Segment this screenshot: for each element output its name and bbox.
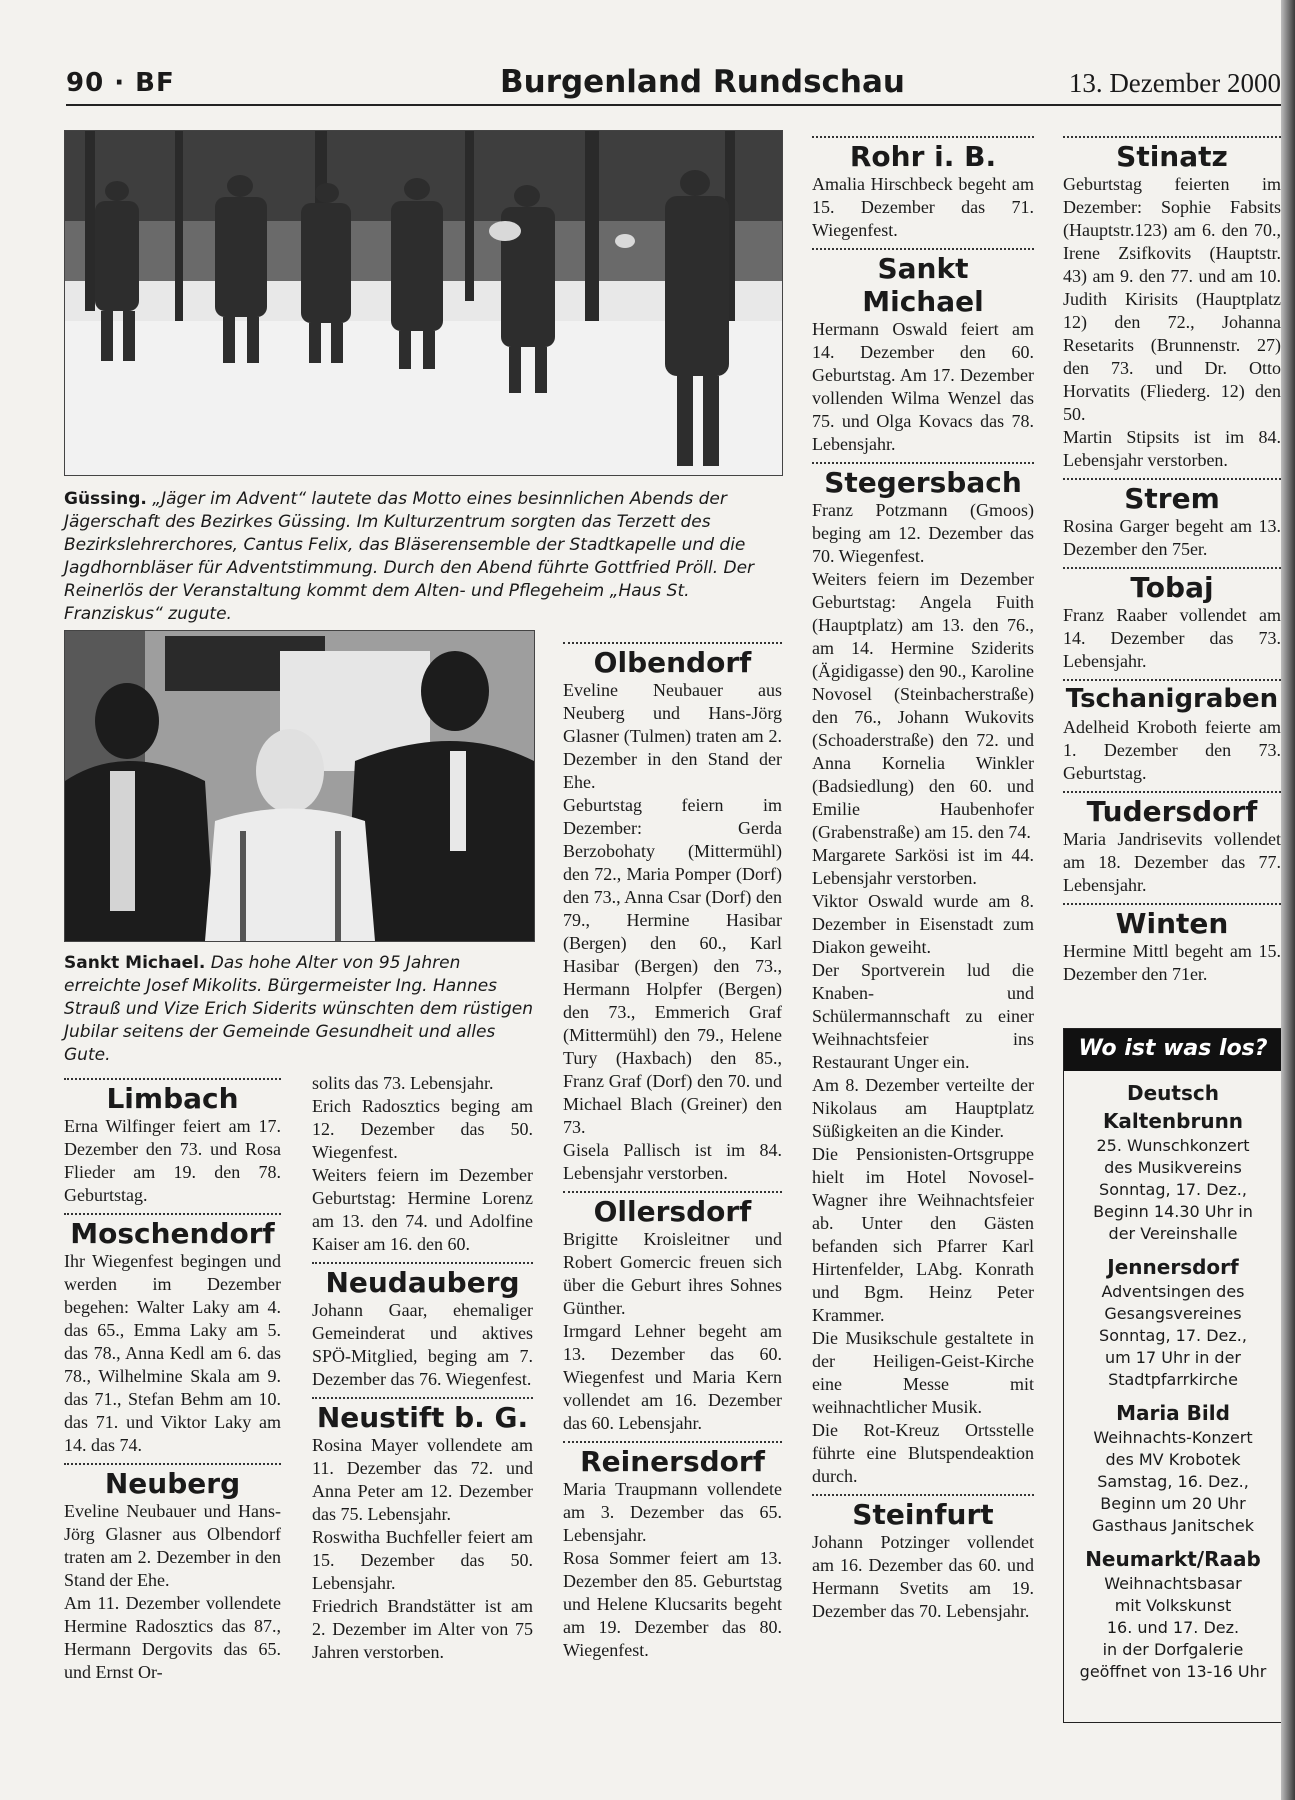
article-text: Friedrich Brandstätter ist am 2. Dezember im Alter von 75 Jahren verstorben. — [312, 1596, 533, 1662]
article-text: Maria Traupmann vollendete am 3. Dezember das 65. Lebensjahr. — [563, 1479, 782, 1545]
divider — [563, 642, 782, 644]
article-text: Geburtstag feiern im Dezember: Gerda Berzobohaty (Mittermühl) den 72., Maria Pomper (Dorf) den 73., Anna Csar (Dorf) den 79., Hermine Hasibar (Bergen) den 60., Karl Hasibar (Bergen) den 73., Hermann Holpfer (Bergen) den 73., Emmerich Graf (Mittermühl) den 79., Helene Tury (Haxbach) den 85., Franz Graf (Dorf) den 70. und Michael Blach (Greiner) den 73. — [563, 795, 782, 1137]
article-text: Franz Raaber vollendet am 14. Dezember das 73. Lebensjahr. — [1063, 605, 1281, 671]
heading-neuberg: Neuberg — [104, 1467, 241, 1500]
article-text: Hermann Oswald feiert am 14. Dezember den 60. Geburtstag. Am 17. Dezember vollenden Wilma Wenzel das 75. und Olga Kovacs das 78. Lebensjahr. — [812, 319, 1034, 454]
column-3 — [563, 636, 782, 1662]
divider — [563, 1191, 782, 1193]
divider — [1063, 136, 1281, 138]
article-text: Brigitte Kroisleitner und Robert Gomercic freuen sich über die Geburt ihres Sohnes Günther. — [563, 1229, 782, 1318]
event-line: geöffnet von 13-16 Uhr — [1079, 1662, 1267, 1681]
event-line: der Vereinshalle — [1108, 1224, 1238, 1243]
heading-neustift: Neustift b. G. — [316, 1401, 529, 1434]
divider — [812, 462, 1034, 464]
divider — [64, 1213, 281, 1215]
article-text: Eveline Neubauer und Hans-Jörg Glasner aus Olbendorf traten am 2. Dezember in den Stand der Ehe. — [64, 1501, 281, 1590]
divider — [1063, 791, 1281, 793]
event-place: Maria Bild — [1116, 1401, 1230, 1425]
heading-winten: Winten — [1115, 907, 1229, 940]
article-text: Rosina Garger begeht am 13. Dezember den 75er. — [1063, 516, 1281, 559]
heading-ollersdorf: Ollersdorf — [593, 1195, 752, 1228]
article-text: Roswitha Buchfeller feiert am 15. Dezember das 50. Lebensjahr. — [312, 1527, 533, 1593]
divider — [312, 1397, 533, 1399]
article-text: Rosa Sommer feiert am 13. Dezember den 85. Geburtstag und Helene Klucsarits begeht am 19. Dezember das 80. Wiegenfest. — [563, 1548, 782, 1660]
event-line: Beginn 14.30 Uhr in — [1093, 1202, 1253, 1221]
event-item — [1064, 1253, 1282, 1391]
article-text: Martin Stipsits ist im 84. Lebensjahr verstorben. — [1063, 427, 1281, 470]
heading-neudauberg: Neudauberg — [325, 1266, 520, 1299]
divider — [812, 1494, 1034, 1496]
heading-tudersdorf: Tudersdorf — [1086, 795, 1258, 828]
article-text: Eveline Neubauer aus Neuberg und Hans-Jörg Glasner (Tulmen) traten am 2. Dezember in den Stand der Ehe. — [563, 680, 782, 792]
event-line: 25. Wunschkonzert — [1096, 1136, 1250, 1155]
event-line: um 17 Uhr in der — [1104, 1348, 1242, 1367]
event-place: Jennersdorf — [1107, 1255, 1239, 1279]
event-line: des Musikvereins — [1104, 1158, 1242, 1177]
event-line: Beginn um 20 Uhr — [1100, 1494, 1246, 1513]
heading-tschanigraben: Tschanigraben — [1065, 684, 1279, 714]
event-place: Neumarkt/Raab — [1085, 1547, 1261, 1571]
heading-reinersdorf: Reinersdorf — [580, 1445, 765, 1478]
article-text: Am 11. Dezember vollendete Hermine Radosztics das 87., Hermann Dergovits das 65. und Ernst Or- — [64, 1593, 281, 1682]
event-line: Weihnachts-Konzert — [1093, 1428, 1253, 1447]
event-line: Sonntag, 17. Dez., — [1099, 1180, 1247, 1199]
article-text: Die Pensionisten-Ortsgruppe hielt im Hotel Novosel-Wagner ihre Weihnachtsfeier ab. Unter den Gästen befanden sich Pfarrer Karl Hirtenfelder, LAbg. Konrath und Bgm. Heinz Peter Krammer. — [812, 1144, 1034, 1325]
column-4 — [812, 130, 1034, 1623]
article-text: Ihr Wiegenfest begingen und werden im Dezember begehen: Walter Laky am 4. das 65., Emma Laky am 5. das 78., Anna Kedl am 6. das 78., Wilhelmine Skala am 9. das 71., Stefan Behm am 10. das 71. und Viktor Laky am 14. das 74. — [64, 1251, 281, 1455]
article-text: Am 8. Dezember verteilte der Nikolaus am Hauptplatz Süßigkeiten an die Kinder. — [812, 1075, 1034, 1141]
column-1 — [64, 1072, 281, 1684]
issue-date: 13. Dezember 2000 — [1068, 68, 1281, 98]
article-text: Maria Jandrisevits vollendet am 18. Dezember das 77. Lebensjahr. — [1063, 829, 1281, 895]
heading-strem: Strem — [1124, 482, 1220, 515]
event-line: Adventsingen des — [1101, 1282, 1245, 1301]
event-line: des MV Krobotek — [1105, 1450, 1241, 1469]
event-item — [1064, 1545, 1282, 1683]
photo2-caption — [64, 952, 533, 1067]
heading-tobaj: Tobaj — [1130, 571, 1214, 604]
article-text: Weiters feiern im Dezember Geburtstag: Hermine Lorenz am 13. den 74. und Adolfine Kaiser am 16. den 60. — [312, 1165, 533, 1254]
heading-olbendorf: Olbendorf — [593, 646, 752, 679]
events-box-title: Wo ist was los? — [1064, 1029, 1282, 1071]
heading-moschendorf: Moschendorf — [70, 1217, 275, 1250]
divider — [1063, 567, 1281, 569]
divider — [1063, 478, 1281, 480]
event-line: mit Volkskunst — [1114, 1596, 1232, 1615]
heading-stegersbach: Stegersbach — [824, 466, 1022, 499]
event-line: Gasthaus Janitschek — [1091, 1516, 1255, 1535]
event-line: Samstag, 16. Dez., — [1097, 1472, 1249, 1491]
article-text: Geburtstag feierten im Dezember: Sophie Fabsits (Hauptstr.123) am 6. den 70., Irene Zsifkovits (Hauptstr. 43) am 9. den 77. und am 10. Judith Kirisits (Hauptplatz 12) den 72., Johanna Resetarits (Brunnenstr. 27) den 73. und Dr. Otto Horvatits (Fliederg. 12) den 50. — [1063, 174, 1281, 424]
article-text: Hermine Mittl begeht am 15. Dezember den 71er. — [1063, 941, 1281, 984]
article-text: Irmgard Lehner begeht am 13. Dezember das 60. Wiegenfest und Maria Kern vollendet am 16. Dezember das 60. Lebensjahr. — [563, 1321, 782, 1433]
photo1-caption-place: Güssing. — [64, 489, 147, 509]
events-box — [1063, 1028, 1283, 1723]
article-text: Die Rot-Kreuz Ortsstelle führte eine Blutspendeaktion durch. — [812, 1420, 1034, 1486]
heading-steinfurt: Steinfurt — [852, 1498, 994, 1531]
article-text: Gisela Pallisch ist im 84. Lebensjahr verstorben. — [563, 1140, 782, 1183]
event-item — [1064, 1399, 1282, 1537]
article-text: Erna Wilfinger feiert am 17. Dezember den 73. und Rosa Flieder am 19. den 78. Geburtstag. — [64, 1116, 281, 1205]
divider — [812, 248, 1034, 250]
photo-jubilee — [64, 630, 535, 942]
event-line: 16. und 17. Dez. — [1106, 1618, 1240, 1637]
article-text: Erich Radosztics beging am 12. Dezember das 50. Wiegenfest. — [312, 1096, 533, 1162]
article-text: Margarete Sarkösi ist im 44. Lebensjahr verstorben. — [812, 845, 1034, 888]
event-line: Stadtpfarrkirche — [1108, 1370, 1238, 1389]
page-number-label: 90 · BF — [66, 68, 175, 98]
divider — [312, 1262, 533, 1264]
scan-edge-shadow — [1281, 0, 1295, 1800]
event-item — [1064, 1079, 1282, 1245]
article-text: Weiters feiern im Dezember Geburtstag: Angela Fuith (Hauptplatz) am 13. den 76., am 14. Hermine Sziderits (Ägidigasse) den 90., Karoline Novosel (Steinbacherstraße) den 76., Johann Wukovits (Schoaderstraße) den 72. und Anna Kornelia Winkler (Badsiedlung) den 60. und Emilie Haubenhofer (Grabenstraße) am 15. den 74. — [812, 569, 1034, 842]
event-line: Weihnachtsbasar — [1104, 1574, 1242, 1593]
photo2-caption-text: Das hohe Alter von 95 Jahren erreichte Josef Mikolits. Bürgermeister Ing. Hannes Strauß und Vize Erich Siderits wünschten dem rüstigen Jubilar seitens der Gemeinde Gesundheit und alles Gute. — [64, 953, 533, 1065]
page-header — [66, 62, 1281, 106]
divider — [1063, 679, 1281, 681]
article-text: Der Sportverein lud die Knaben- und Schülermannschaft zu einer Weihnachtsfeier ins Restaurant Unger ein. — [812, 960, 1034, 1072]
heading-limbach: Limbach — [106, 1082, 239, 1115]
event-line: Sonntag, 17. Dez., — [1099, 1326, 1247, 1345]
heading-sankt-michael: Sankt Michael — [862, 252, 984, 318]
event-line: in der Dorfgalerie — [1102, 1640, 1244, 1659]
event-line: Gesangsvereines — [1104, 1304, 1242, 1323]
divider — [812, 136, 1034, 138]
divider — [1063, 903, 1281, 905]
article-text: Johann Gaar, ehemaliger Gemeinderat und aktives SPÖ-Mitglied, beging am 7. Dezember das 76. Wiegenfest. — [312, 1300, 533, 1389]
article-text: solits das 73. Lebensjahr. — [312, 1073, 494, 1093]
divider — [563, 1441, 782, 1443]
event-place: Deutsch Kaltenbrunn — [1102, 1081, 1244, 1133]
heading-rohr: Rohr i. B. — [849, 140, 997, 173]
article-text: Franz Potzmann (Gmoos) beging am 12. Dezember das 70. Wiegenfest. — [812, 500, 1034, 566]
newspaper-title: Burgenland Rundschau — [500, 64, 905, 100]
photo-hunters-forest — [64, 130, 783, 476]
article-text: Johann Potzinger vollendet am 16. Dezember das 60. und Hermann Svetits am 19. Dezember das 70. Lebensjahr. — [812, 1532, 1034, 1621]
article-text: Rosina Mayer vollendete am 11. Dezember das 72. und Anna Peter am 12. Dezember das 75. Lebensjahr. — [312, 1435, 533, 1524]
article-text: Viktor Oswald wurde am 8. Dezember in Eisenstadt zum Diakon geweiht. — [812, 891, 1034, 957]
photo1-caption — [64, 488, 781, 626]
column-5 — [1063, 130, 1281, 986]
article-text: Die Musikschule gestaltete in der Heiligen-Geist-Kirche eine Messe mit weihnachtlicher Musik. — [812, 1328, 1034, 1417]
column-2 — [312, 1072, 533, 1664]
divider — [64, 1078, 281, 1080]
photo1-caption-text: „Jäger im Advent“ lautete das Motto eines besinnlichen Abends der Jägerschaft des Bezirkes Güssing. Im Kulturzentrum sorgten das Terzett des Bezirkslehrerchores, Cantus Felix, das Bläserensemble der Stadtkapelle und die Jagdhornbläser für Adventstimmung. Durch den Abend führte Gottfried Pröll. Der Reinerlös der Veranstaltung kommt dem Alten- und Pflegeheim „Haus St. Franziskus“ zugute. — [64, 489, 755, 624]
article-text: Adelheid Kroboth feierte am 1. Dezember den 73. Geburtstag. — [1063, 717, 1281, 783]
article-text: Amalia Hirschbeck begeht am 15. Dezember das 71. Wiegenfest. — [812, 174, 1034, 240]
divider — [64, 1463, 281, 1465]
heading-stinatz: Stinatz — [1116, 140, 1228, 173]
photo2-caption-place: Sankt Michael. — [64, 953, 206, 973]
